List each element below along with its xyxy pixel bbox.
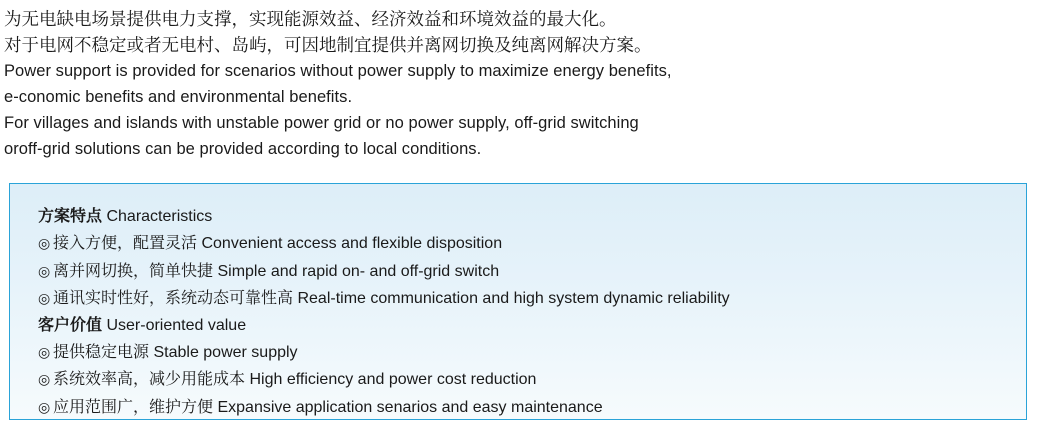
user-value-heading-cn: 客户价值 — [38, 316, 103, 334]
characteristics-heading-cn: 方案特点 — [38, 208, 103, 225]
intro-line: For villages and islands with unstable power grid or no power supply, off-grid switching — [4, 114, 639, 132]
circle-bullet-icon: ◎ — [38, 235, 51, 252]
characteristics-item-cn: 接入方便，配置灵活 — [53, 235, 198, 253]
circle-bullet-icon: ◎ — [38, 398, 51, 415]
user-value-item-cn: 应用范围广，维护方便 — [53, 398, 214, 416]
circle-bullet-icon: ◎ — [38, 344, 51, 361]
characteristics-item-en: Real-time communication and high system dynamic reliability — [297, 290, 730, 308]
user-value-heading-en: User-oriented value — [106, 316, 247, 334]
characteristics-item — [38, 285, 1026, 312]
user-value-item — [38, 339, 1026, 366]
characteristics-item — [38, 230, 1026, 257]
characteristics-item — [38, 258, 1026, 285]
user-value-item — [38, 394, 1026, 421]
user-value-item-en: High efficiency and power cost reduction — [249, 371, 537, 389]
intro-paragraph — [0, 0, 1041, 162]
characteristics-item-cn: 通讯实时性好，系统动态可靠性高 — [53, 290, 294, 308]
intro-line: e-conomic benefits and environmental benefits. — [4, 88, 353, 106]
circle-bullet-icon: ◎ — [38, 290, 51, 307]
characteristics-heading — [38, 204, 1026, 230]
user-value-item — [38, 366, 1026, 393]
user-value-item-cn: 系统效率高，减少用能成本 — [53, 371, 246, 389]
user-value-item-en: Expansive application senarios and easy maintenance — [217, 398, 603, 416]
characteristics-heading-en: Characteristics — [106, 208, 213, 225]
circle-bullet-icon: ◎ — [38, 371, 51, 388]
characteristics-box — [9, 183, 1027, 420]
characteristics-item-en: Simple and rapid on- and off-grid switch — [217, 262, 500, 280]
user-value-item-en: Stable power supply — [153, 344, 298, 362]
user-value-heading — [38, 313, 1026, 339]
intro-line: Power support is provided for scenarios without power supply to maximize energy benefits, — [4, 62, 672, 80]
user-value-item-cn: 提供稳定电源 — [53, 344, 150, 362]
characteristics-item-cn: 离并网切换，简单快捷 — [53, 262, 214, 280]
intro-line: oroff-grid solutions can be provided according to local conditions. — [4, 140, 482, 158]
characteristics-item-en: Convenient access and flexible disposition — [201, 235, 503, 253]
circle-bullet-icon: ◎ — [38, 262, 51, 279]
intro-line: 对于电网不稳定或者无电村、岛屿，可因地制宜提供并离网切换及纯离网解决方案。 — [4, 35, 652, 55]
characteristics-box-content — [10, 184, 1026, 421]
intro-line: 为无电缺电场景提供电力支撑，实现能源效益、经济效益和环境效益的最大化。 — [4, 9, 617, 29]
